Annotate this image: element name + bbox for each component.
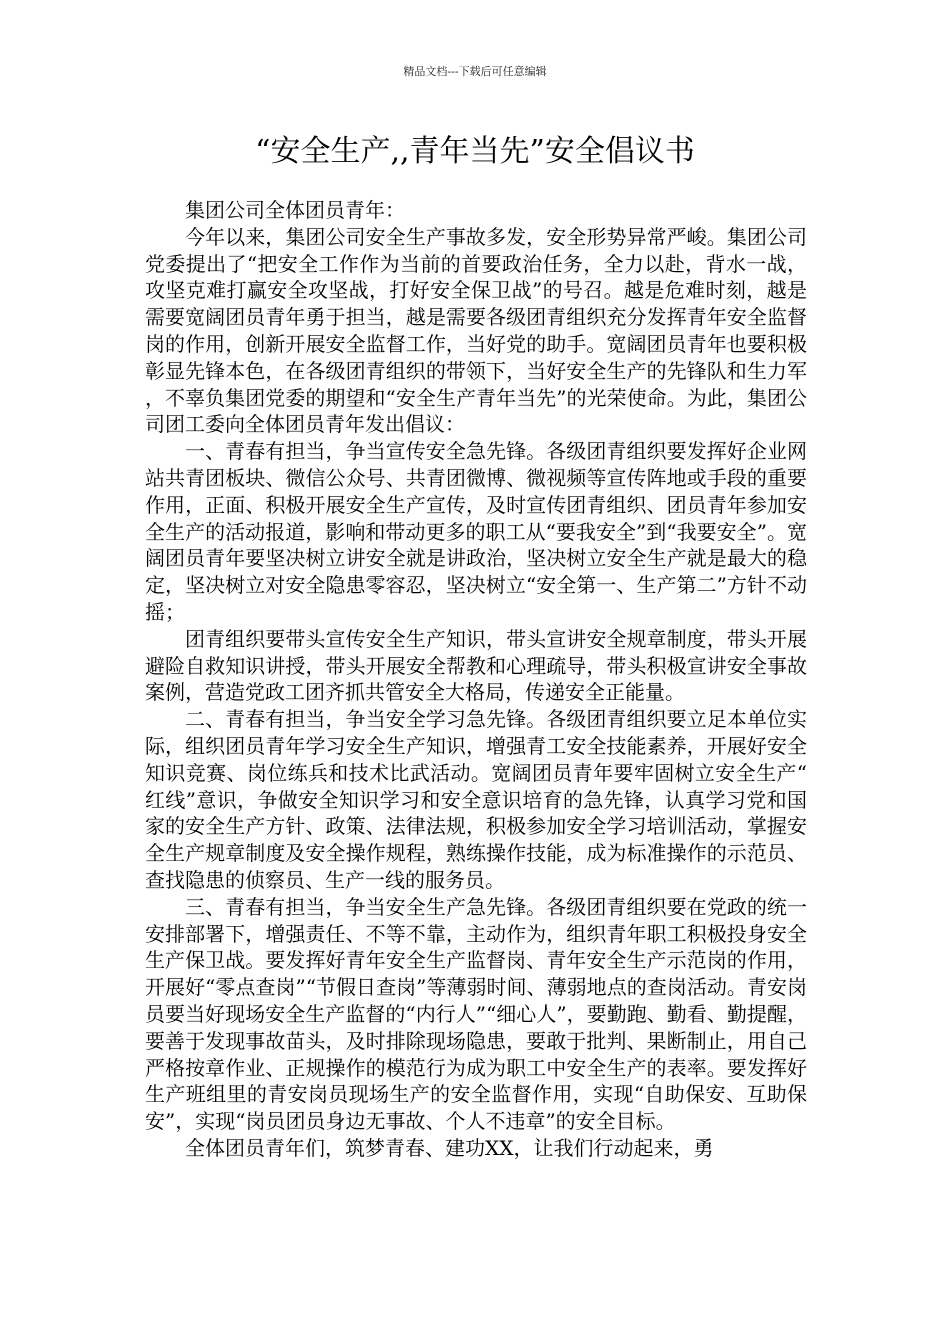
paragraph-proposal-one: 一、青春有担当，争当宣传安全急先锋。各级团青组织要发挥好企业网站共青团板块、微信公众号、共青团微博、微视频等宣传阵地或手段的重要作用，正面、积极开展安全生产宣传，及时宣传团青组织、团员青年参加安全生产的活动报道，影响和带动更多的职工从“要我安全”到“我要安全”。宽阔团员青年要坚决树立讲安全就是讲政治，坚决树立安全生产就是最大的稳定，坚决树立对安全隐患零容忍，坚决树立“安全第一、生产第二”方针不动摇； [145, 439, 807, 624]
paragraph-proposal-three: 三、青春有担当，争当安全生产急先锋。各级团青组织要在党政的统一安排部署下，增强责任、不等不靠，主动作为，组织青年职工积极投身安全生产保卫战。要发挥好青年安全生产监督岗、青年安全生产示范岗的作用，开展好“零点查岗”“节假日查岗”等薄弱时间、薄弱地点的查岗活动。青安岗员要当好现场安全生产监督的“内行人”“细心人”，要勤跑、勤看、勤提醒，要善于发现事故苗头，及时排除现场隐患，要敢于批判、果断制止，用自己严格按章作业、正规操作的模范行为成为职工中安全生产的表率。要发挥好生产班组里的青安岗员现场生产的安全监督作用，实现“自助保安、互助保安”，实现“岗员团员身边无事故、个人不违章”的安全目标。 [145, 894, 807, 1134]
page-header: 精品文档---下载后可任意编辑 [403, 65, 547, 78]
paragraph-intro: 今年以来，集团公司安全生产事故多发，安全形势异常严峻。集团公司党委提出了“把安全工作作为当前的首要政治任务，全力以赴，背水一战，攻坚克难打赢安全攻坚战，打好安全保卫战”的号召。越是危难时刻，越是需要宽阔团员青年勇于担当，越是需要各级团青组织充分发挥青年安全监督岗的作用，创新开展安全监督工作，当好党的助手。宽阔团员青年也要积极彰显先锋本色，在各级团青组织的带领下，当好安全生产的先锋队和生力军，不辜负集团党委的期望和“安全生产青年当先”的光荣使命。为此，集团公司团工委向全体团员青年发出倡议： [145, 224, 807, 437]
paragraph-proposal-one-detail: 团青组织要带头宣传安全生产知识，带头宣讲安全规章制度，带头开展避险自救知识讲授，带头开展安全帮教和心理疏导，带头积极宣讲安全事故案例，营造党政工团齐抓共管安全大格局，传递安全正能量。 [145, 626, 807, 705]
document-title: “安全生产,,青年当先”安全倡议书 [255, 134, 695, 169]
paragraph-proposal-two: 二、青春有担当，争当安全学习急先锋。各级团青组织要立足本单位实际，组织团员青年学习安全生产知识，增强青工安全技能素养，开展好安全知识竞赛、岗位练兵和技术比武活动。宽阔团员青年要牢固树立安全生产“红线”意识，争做安全知识学习和安全意识培育的急先锋，认真学习党和国家的安全生产方针、政策、法律法规，积极参加安全学习培训活动，掌握安全生产规章制度及安全操作规程，熟练操作技能，成为标准操作的示范员、查找隐患的侦察员、生产一线的服务员。 [145, 707, 807, 892]
salutation: 集团公司全体团员青年： [185, 198, 405, 222]
document-body [145, 197, 807, 1162]
paragraph-closing: 全体团员青年们，筑梦青春、建功XX，让我们行动起来，勇 [185, 1135, 714, 1160]
